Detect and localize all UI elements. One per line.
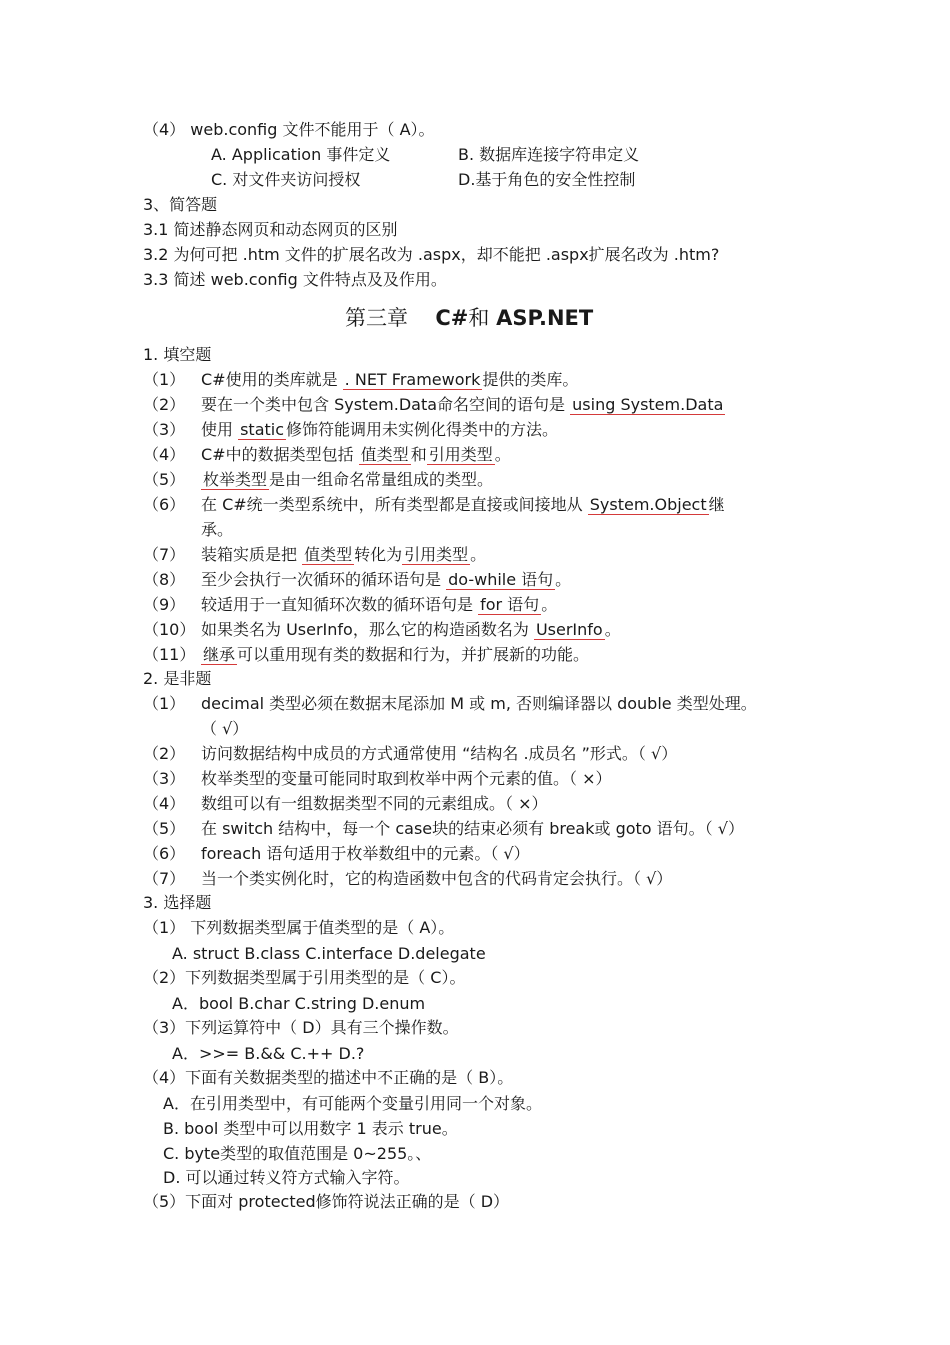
option-a: A．在引用类型中，有可能两个变量引用同一个对象。 bbox=[163, 1094, 542, 1113]
item-text: （ √） bbox=[201, 719, 249, 738]
chapter-and: 和 bbox=[468, 306, 490, 330]
item-text: 使用 bbox=[201, 420, 239, 439]
chapter-aspnet: ASP.NET bbox=[496, 306, 594, 330]
question-text: （3）下列运算符中（ D）具有三个操作数。 bbox=[143, 1018, 459, 1037]
item-text: 可以重用现有类的数据和行为，并扩展新的功能。 bbox=[237, 645, 590, 664]
question-text: （4）下面有关数据类型的描述中不正确的是（ B）。 bbox=[143, 1068, 514, 1087]
item-number: （1） bbox=[143, 370, 186, 389]
item-text: 是由一组命名常量组成的类型。 bbox=[269, 470, 494, 489]
short-question: 3.3 简述 web.config 文件特点及及作用。 bbox=[143, 270, 447, 289]
answer-blank: . NET Framework bbox=[344, 370, 481, 389]
section-heading: 1. 填空题 bbox=[143, 345, 212, 364]
short-question: 3.1 简述静态网页和动态网页的区别 bbox=[143, 220, 398, 239]
item-text: 。 bbox=[470, 545, 487, 564]
item-text: 转化为 bbox=[354, 545, 403, 564]
question-text: （1） 下列数据类型属于值类型的是（ A）。 bbox=[143, 918, 455, 937]
fill-item bbox=[143, 594, 557, 616]
options-row: A．bool B.char C.string D.enum bbox=[172, 994, 426, 1013]
fill-item bbox=[143, 394, 725, 416]
item-number: （5） bbox=[143, 470, 186, 489]
item-text: 访问数据结构中成员的方式通常使用 “结构名 .成员名 ”形式。（ √） bbox=[201, 744, 678, 763]
item-text: 在 switch 结构中，每一个 case块的结束必须有 break或 goto 语句。（ √） bbox=[201, 819, 744, 838]
question-text: （4） web.config 文件不能用于（ A）。 bbox=[143, 120, 435, 139]
answer-blank: 继承 bbox=[203, 645, 236, 664]
fill-item bbox=[143, 469, 493, 491]
option-d: D. 可以通过转义符方式输入字符。 bbox=[163, 1168, 410, 1187]
item-text: 。 bbox=[555, 570, 572, 589]
fill-item bbox=[143, 444, 511, 466]
fill-item bbox=[143, 569, 571, 591]
item-text: 枚举类型的变量可能同时取到枚举中两个元素的值。（ ×） bbox=[201, 769, 612, 788]
item-text: 修饰符能调用未实例化得类中的方法。 bbox=[286, 420, 559, 439]
chapter-title bbox=[345, 304, 593, 332]
fill-item bbox=[143, 519, 233, 541]
judge-item bbox=[143, 868, 672, 890]
item-number: （2） bbox=[143, 744, 186, 763]
fill-item bbox=[143, 369, 578, 391]
item-text: 承。 bbox=[201, 520, 234, 539]
item-text: 。 bbox=[494, 445, 511, 464]
answer-blank: 值类型 bbox=[304, 545, 353, 564]
short-question: 3.2 为何可把 .htm 文件的扩展名改为 .aspx，却不能把 .aspx扩展名改为 .htm? bbox=[143, 245, 720, 264]
item-text: 较适用于一直知循环次数的循环语句是 bbox=[201, 595, 479, 614]
fill-item bbox=[143, 419, 558, 441]
fill-item bbox=[143, 544, 486, 566]
judge-item bbox=[143, 718, 248, 740]
judge-item bbox=[143, 693, 757, 715]
option-c: C. 对文件夹访问授权 bbox=[211, 170, 361, 189]
item-number: （1） bbox=[143, 694, 186, 713]
answer-blank: do-while 语句 bbox=[448, 570, 554, 589]
item-number: （3） bbox=[143, 420, 186, 439]
item-number: （9） bbox=[143, 595, 186, 614]
answer-blank: for 语句 bbox=[480, 595, 540, 614]
option-c: C. byte类型的取值范围是 0~255。、 bbox=[163, 1144, 432, 1163]
answer-blank: 值类型 bbox=[360, 445, 409, 464]
item-number: （5） bbox=[143, 819, 186, 838]
item-number: （7） bbox=[143, 545, 186, 564]
section-heading: 3. 选择题 bbox=[143, 893, 212, 912]
question-text: （5）下面对 protected修饰符说法正确的是（ D） bbox=[143, 1192, 510, 1211]
option-b: B. bool 类型中可以用数字 1 表示 true。 bbox=[163, 1119, 458, 1138]
item-number: （4） bbox=[143, 794, 186, 813]
item-text: C#使用的类库就是 bbox=[201, 370, 343, 389]
item-text: 提供的类库。 bbox=[482, 370, 579, 389]
item-number: （4） bbox=[143, 445, 186, 464]
answer-blank: UserInfo bbox=[535, 620, 603, 639]
option-a: A. Application 事件定义 bbox=[211, 145, 391, 164]
answer-blank: 引用类型 bbox=[428, 445, 493, 464]
item-number: （6） bbox=[143, 844, 186, 863]
item-text: foreach 语句适用于枚举数组中的元素。（ √） bbox=[201, 844, 530, 863]
item-text: 。 bbox=[604, 620, 621, 639]
item-text: 至少会执行一次循环的循环语句是 bbox=[201, 570, 447, 589]
chapter-prefix: 第三章 bbox=[345, 306, 408, 330]
judge-item bbox=[143, 743, 677, 765]
item-text: 要在一个类中包含 System.Data命名空间的语句是 bbox=[201, 395, 571, 414]
item-text: decimal 类型必须在数据末尾添加 M 或 m, 否则编译器以 double 类型处理。 bbox=[201, 694, 757, 713]
judge-item bbox=[143, 818, 744, 840]
item-number: （11） bbox=[143, 645, 196, 664]
item-number: （3） bbox=[143, 769, 186, 788]
item-text: 在 C#统一类型系统中，所有类型都是直接或间接地从 bbox=[201, 495, 588, 514]
item-text: 数组可以有一组数据类型不同的元素组成。（ ×） bbox=[201, 794, 548, 813]
fill-item bbox=[143, 494, 725, 516]
item-text: 装箱实质是把 bbox=[201, 545, 303, 564]
answer-blank: 枚举类型 bbox=[203, 470, 268, 489]
item-text: C#中的数据类型包括 bbox=[201, 445, 359, 464]
options-row: A. struct B.class C.interface D.delegate bbox=[172, 944, 486, 963]
answer-blank: System.Object bbox=[589, 495, 707, 514]
item-number: （8） bbox=[143, 570, 186, 589]
option-d: D.基于角色的安全性控制 bbox=[458, 170, 636, 189]
fill-item bbox=[143, 619, 621, 641]
question-text: （2）下列数据类型属于引用类型的是（ C）。 bbox=[143, 968, 466, 987]
judge-item bbox=[143, 843, 530, 865]
item-text: 当一个类实例化时，它的构造函数中包含的代码肯定会执行。（ √） bbox=[201, 869, 673, 888]
item-text: 和 bbox=[410, 445, 427, 464]
chapter-csharp: C# bbox=[435, 306, 469, 330]
judge-item bbox=[143, 768, 612, 790]
option-b: B. 数据库连接字符串定义 bbox=[458, 145, 640, 164]
fill-item bbox=[143, 644, 589, 666]
answer-blank: 引用类型 bbox=[404, 545, 469, 564]
section-heading: 2. 是非题 bbox=[143, 669, 212, 688]
section-heading: 3、简答题 bbox=[143, 195, 218, 214]
item-text: 。 bbox=[541, 595, 558, 614]
answer-blank: static bbox=[240, 420, 285, 439]
item-text: 如果类名为 UserInfo，那么它的构造函数名为 bbox=[201, 620, 534, 639]
item-number: （2） bbox=[143, 395, 186, 414]
item-number: （6） bbox=[143, 495, 186, 514]
answer-blank: using System.Data bbox=[572, 395, 724, 414]
item-number: （10） bbox=[143, 620, 196, 639]
item-text: 继 bbox=[708, 495, 725, 514]
options-row: A．>>= B.&& C.++ D.? bbox=[172, 1044, 365, 1063]
judge-item bbox=[143, 793, 548, 815]
item-number: （7） bbox=[143, 869, 186, 888]
